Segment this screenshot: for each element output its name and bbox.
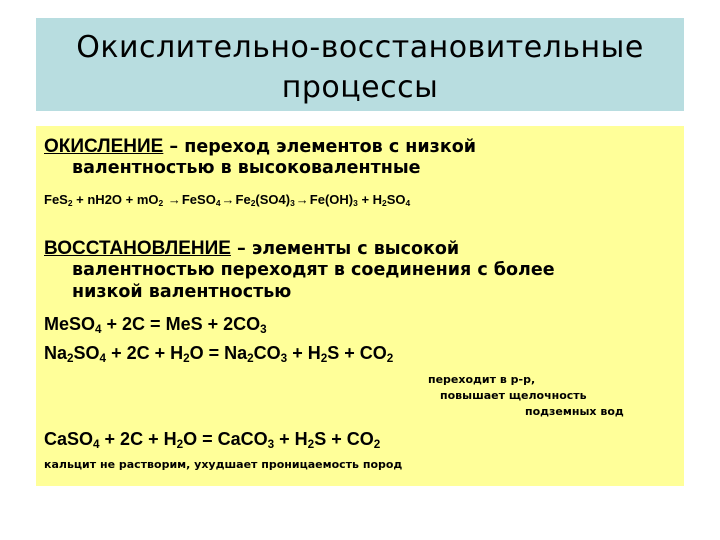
eq-subscript: 2	[250, 198, 256, 209]
note-line-1: переходит в р-р,	[428, 373, 536, 386]
eq-subscript: 2	[67, 198, 73, 209]
eq-term: + H	[274, 429, 308, 449]
eq-subscript: 2	[67, 351, 74, 365]
eq-term: SO	[73, 343, 100, 363]
note-line-3: подземных вод	[525, 405, 624, 418]
reduction-definition-cont-1: валентностью переходят в соединения с более	[72, 260, 555, 280]
content-panel	[36, 126, 684, 486]
eq-term: Na	[44, 343, 68, 363]
eq-term: CO	[253, 343, 281, 363]
footnote: кальцит не растворим, ухудшает проницаемость пород	[44, 458, 403, 471]
note-line-2: повышает щелочность	[440, 389, 587, 402]
eq-subscript: 4	[99, 351, 107, 365]
eq-subscript: 3	[260, 322, 267, 336]
eq-subscript: 2	[158, 198, 164, 209]
reduction-definition	[44, 238, 459, 260]
eq-subscript: 2	[320, 351, 328, 365]
eq-subscript: 2	[386, 351, 394, 365]
eq-subscript: 2	[183, 351, 190, 365]
eq-term: + nH2O + mO	[72, 192, 159, 207]
eq-term: + 2C + H	[99, 429, 177, 449]
title-banner	[36, 18, 684, 111]
eq-subscript: 3	[353, 198, 358, 209]
equation-caso4	[44, 429, 380, 450]
eq-subscript: 2	[247, 351, 254, 365]
eq-term: CaSO	[44, 429, 94, 449]
eq-subscript: 4	[405, 198, 411, 209]
eq-term: + H	[287, 343, 321, 363]
reduction-term: ВОССТАНОВЛЕНИЕ	[44, 238, 231, 259]
equation-na2so4	[44, 343, 393, 364]
eq-subscript: 4	[95, 322, 102, 336]
eq-term: Fe	[235, 192, 251, 207]
reduction-definition-cont-2: низкой валентностью	[72, 282, 292, 302]
eq-term: FeS	[44, 192, 68, 207]
eq-term: O = CaCO	[183, 429, 268, 449]
oxidation-term: ОКИСЛЕНИЕ	[44, 136, 164, 157]
eq-term: Fe(OH)	[309, 192, 354, 207]
arrow-icon: →	[221, 192, 235, 207]
eq-term: (SO4)	[255, 192, 291, 207]
oxidation-equation	[44, 192, 410, 207]
eq-term: FeSO	[181, 192, 216, 207]
title-line-1: Окислительно-восстановительные	[76, 30, 644, 65]
eq-subscript: 3	[267, 437, 275, 451]
eq-subscript: 2	[373, 437, 381, 451]
eq-subscript: 4	[93, 437, 100, 451]
oxidation-definition-text: – переход элементов с низкой	[163, 137, 476, 157]
eq-term: SO	[386, 192, 406, 207]
oxidation-definition-cont: валентностью в высоковалентные	[72, 158, 421, 178]
eq-subscript: 2	[382, 198, 387, 209]
eq-subscript: 3	[280, 351, 288, 365]
arrow-icon: →	[167, 192, 181, 207]
eq-term: + 2C + H	[106, 343, 184, 363]
eq-term: S + CO	[327, 343, 387, 363]
eq-term: + 2C = MeS + 2CO	[101, 314, 261, 334]
equation-meso4	[44, 314, 267, 335]
eq-term: + H	[357, 192, 383, 207]
eq-term: S + CO	[314, 429, 374, 449]
eq-subscript: 4	[215, 198, 221, 209]
eq-subscript: 2	[176, 437, 184, 451]
eq-term: MeSO	[44, 314, 96, 334]
reduction-definition-text: – элементы с высокой	[230, 239, 460, 259]
title-line-2: процессы	[281, 70, 439, 105]
eq-subscript: 3	[290, 198, 295, 209]
oxidation-definition	[44, 136, 476, 158]
arrow-icon: →	[295, 192, 309, 207]
eq-term: O = Na	[189, 343, 248, 363]
eq-subscript: 2	[307, 437, 315, 451]
